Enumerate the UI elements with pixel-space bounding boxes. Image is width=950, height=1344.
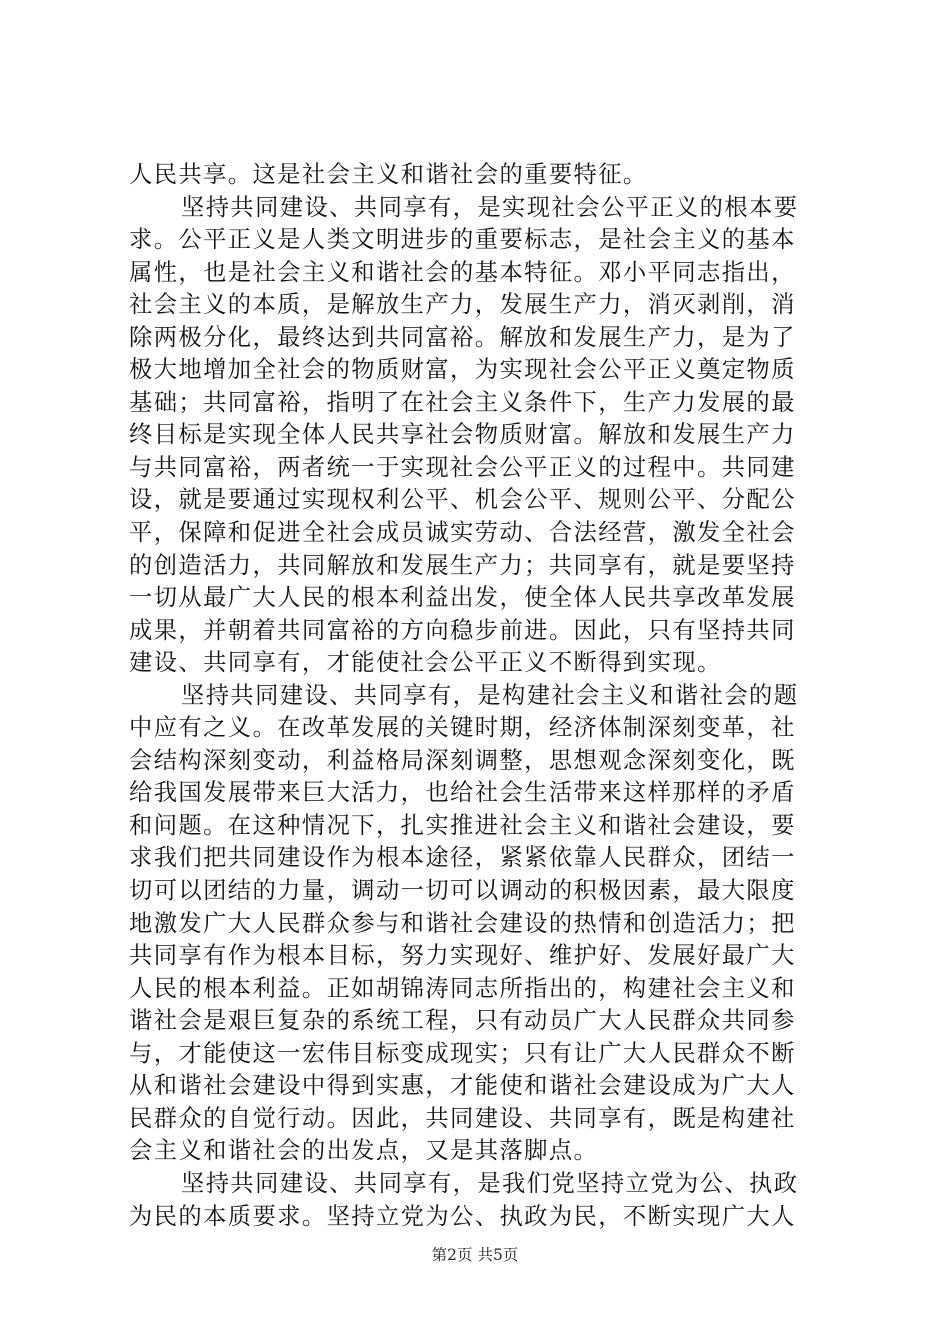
paragraph-first-line: 坚持共同建设、共同享有，是实现社会公平正义的根本要 — [181, 193, 799, 221]
text-line: 共同享有作为根本目标，努力实现好、维护好、发展好最广大 — [129, 942, 796, 970]
text-line: 与共同富裕，两者统一于实现社会公平正义的过程中。共同建 — [129, 453, 796, 481]
paragraph-first-line: 坚持共同建设、共同享有，是构建社会主义和谐社会的题 — [181, 681, 799, 709]
text-line: 为民的本质要求。坚持立党为公、执政为民，不断实现广大人 — [129, 1202, 796, 1230]
text-line: 建设、共同享有，才能使社会公平正义不断得到实现。 — [129, 649, 722, 677]
text-line: 社会主义的本质，是解放生产力，发展生产力，消灭剥削，消 — [129, 291, 796, 319]
text-line: 平，保障和促进全社会成员诚实劳动、合法经营，激发全社会 — [129, 519, 796, 547]
text-line: 除两极分化，最终达到共同富裕。解放和发展生产力，是为了 — [129, 323, 796, 351]
text-line: 谐社会是艰巨复杂的系统工程，只有动员广大人民群众共同参 — [129, 1007, 796, 1035]
text-line: 会结构深刻变动，利益格局深刻调整，思想观念深刻变化，既 — [129, 746, 796, 774]
text-line: 切可以团结的力量，调动一切可以调动的积极因素，最大限度 — [129, 877, 796, 905]
text-line: 和问题。在这种情况下，扎实推进社会主义和谐社会建设，要 — [129, 811, 796, 839]
text-line: 民群众的自觉行动。因此，共同建设、共同享有，既是构建社 — [129, 1104, 796, 1132]
text-line: 成果，并朝着共同富裕的方向稳步前进。因此，只有坚持共同 — [129, 616, 796, 644]
text-line: 设，就是要通过实现权利公平、机会公平、规则公平、分配公 — [129, 486, 796, 514]
text-line: 基础；共同富裕，指明了在社会主义条件下，生产力发展的最 — [129, 388, 796, 416]
text-line: 属性，也是社会主义和谐社会的基本特征。邓小平同志指出， — [129, 258, 796, 286]
text-line: 的创造活力，共同解放和发展生产力；共同享有，就是要坚持 — [129, 551, 796, 579]
text-line: 人民共享。这是社会主义和谐社会的重要特征。 — [129, 161, 648, 188]
text-line: 求。公平正义是人类文明进步的重要标志，是社会主义的基本 — [129, 226, 796, 254]
text-line: 会主义和谐社会的出发点，又是其落脚点。 — [129, 1137, 599, 1165]
text-line: 人民的根本利益。正如胡锦涛同志所指出的，构建社会主义和 — [129, 974, 796, 1002]
paragraph-first-line: 坚持共同建设、共同享有，是我们党坚持立党为公、执政 — [181, 1169, 799, 1197]
text-line: 求我们把共同建设作为根本途径，紧紧依靠人民群众，团结一 — [129, 844, 796, 872]
text-line: 给我国发展带来巨大活力，也给社会生活带来这样那样的矛盾 — [129, 779, 796, 807]
body-text — [129, 159, 829, 1233]
text-line: 中应有之义。在改革发展的关键时期，经济体制深刻变革，社 — [129, 714, 796, 742]
page-number-footer: 第2页 共5页 — [431, 1246, 519, 1264]
text-line: 极大地增加全社会的物质财富，为实现社会公平正义奠定物质 — [129, 356, 796, 384]
text-line: 终目标是实现全体人民共享社会物质财富。解放和发展生产力 — [129, 421, 796, 449]
text-line: 地激发广大人民群众参与和谐社会建设的热情和创造活力；把 — [129, 909, 796, 937]
text-line: 与，才能使这一宏伟目标变成现实；只有让广大人民群众不断 — [129, 1039, 796, 1067]
text-line: 从和谐社会建设中得到实惠，才能使和谐社会建设成为广大人 — [129, 1072, 796, 1100]
text-line: 一切从最广大人民的根本利益出发，使全体人民共享改革发展 — [129, 584, 796, 612]
